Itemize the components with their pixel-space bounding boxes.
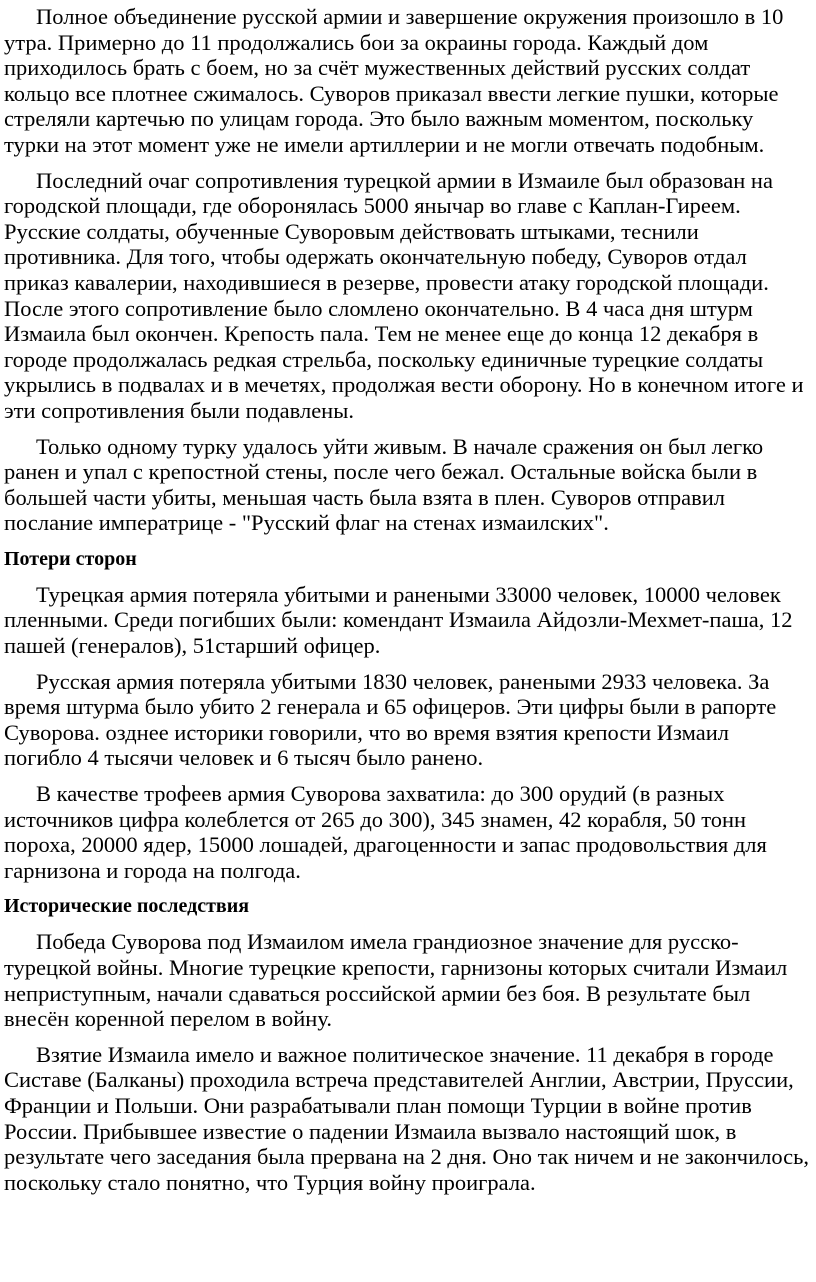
paragraph-political-significance: Взятие Измаила имело и важное политическое значение. 11 декабря в городе Систаве (Балканы) проходила встреча представителей Англии, Австрии, Пруссии, Франции и Польши. Они разрабатывали план помощи Турции в войне против России. Прибывшее известие о падении Измаила вызвало настоящий шок, в результате чего заседания была прервана на 2 дня. Оно так ничем и не закончилось, поскольку стало понятно, что Турция войну проиграла. — [4, 1041, 810, 1195]
paragraph-victory-significance: Победа Суворова под Измаилом имела грандиозное значение для русско-турецкой войны. Многие турецкие крепости, гарнизоны которых считали Измаил неприступным, начали сдаваться российской армии без боя. В результате был внесён коренной перелом в войну. — [4, 929, 788, 1032]
heading-consequences: Исторические последствия — [4, 895, 250, 918]
paragraph-russian-losses: Русская армия потеряла убитыми 1830 человек, ранеными 2933 человека. За время штурма было убито 2 генерала и 65 офицеров. Эти цифры были в рапорте Суворова. озднее историки говорили, что во время взятия крепости Измаил погибло 4 тысячи человек и 6 тысяч было ранено. — [4, 668, 777, 771]
paragraph-one-survivor: Только одному турку удалось уйти живым. В начале сражения он был легко ранен и упал с крепостной стены, после чего бежал. Остальные войска были в большей части убиты, меньшая часть была взята в плен. Суворов отправил послание императрице - "Русский флаг на стенах измаилских". — [4, 433, 764, 536]
paragraph-encirclement: Полное объединение русской армии и завершение окружения произошло в 10 утра. Примерно до 11 продолжались бои за окраины города. Каждый дом приходилось брать с боем, но за счёт мужественных действий русских солдат кольцо все плотнее сжималось. Суворов приказал ввести легкие пушки, которые стреляли картечью по улицам города. Это было важным моментом, поскольку турки на этот момент уже не имели артиллерии и не могли отвечать подобным. — [4, 4, 784, 157]
document-page — [4, 4, 812, 1205]
paragraph-last-resistance: Последний очаг сопротивления турецкой армии в Измаиле был образован на городской площади, где оборонялась 5000 янычар во главе с Каплан-Гиреем. Русские солдаты, обученные Суворовым действовать штыками, теснили противника. Для того, чтобы одержать окончательную победу, Суворов отдал приказ кавалерии, находившиеся в резерве, провести атаку городской площади. После этого сопротивление было сломлено окончательно. В 4 часа дня штурм Измаила был окончен. Крепость пала. Тем не менее еще до конца 12 декабря в городе продолжалась редкая стрельба, поскольку единичные турецкие солдаты укрылись в подвалах и в мечетях, продолжая вести оборону. Но в конечном итоге и эти сопротивления были подавлены. — [4, 167, 804, 423]
paragraph-turkish-losses: Турецкая армия потеряла убитыми и ранеными 33000 человек, 10000 человек пленными. Среди погибших были: комендант Измаила Айдозли-Мехмет-паша, 12 пашей (генералов), 51старший офицер. — [4, 581, 793, 659]
heading-losses: Потери сторон — [4, 547, 137, 570]
paragraph-trophies: В качестве трофеев армия Суворова захватила: до 300 орудий (в разных источников цифра колеблется от 265 до 300), 345 знамен, 42 корабля, 50 тонн пороха, 20000 ядер, 15000 лошадей, драгоценности и запас продовольствия для гарнизона и города на полгода. — [4, 781, 767, 883]
